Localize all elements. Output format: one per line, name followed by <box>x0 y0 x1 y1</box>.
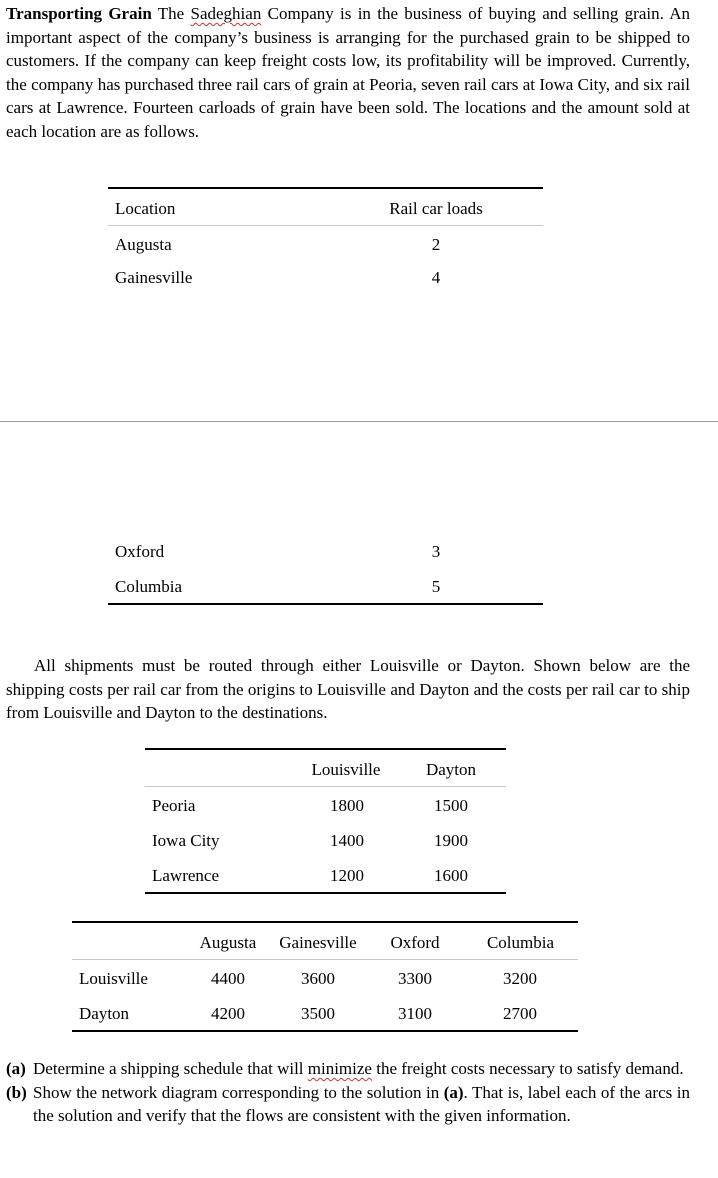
dest-header-gainesville: Gainesville <box>279 933 357 952</box>
origin-row-name: Iowa City <box>152 831 220 850</box>
demand-row-location: Oxford <box>115 542 165 561</box>
dest-row-name: Dayton <box>79 1004 130 1023</box>
intro-paragraph <box>6 2 690 144</box>
demand-row-location: Columbia <box>115 577 183 596</box>
question-a-text: Determine a shipping schedule that will <box>33 1059 308 1078</box>
intro-text: Company is in the business of buying and selling grain. An important aspect of the company’s business is arranging for the purchased grain to be shipped to customers. If the company can keep freight costs low, its profitability will be improved. Currently, the company has purchased three rail cars of grain at Peoria, seven rail cars at Iowa City, and six rail cars at Lawrence. Fourteen carloads of grain have been sold. The locations and the amount sold at each location are as follows. <box>6 4 690 141</box>
table-header-rule <box>145 786 506 787</box>
dest-cost-augusta: 4200 <box>211 1004 245 1023</box>
table-bottom-rule <box>108 603 543 605</box>
question-b-text: Show the network diagram corresponding to the solution in <box>33 1082 444 1102</box>
table-header-rule <box>72 959 578 960</box>
dest-cost-columbia: 2700 <box>503 1004 537 1023</box>
question-list <box>6 1057 690 1128</box>
table-top-rule <box>72 921 578 923</box>
origin-cost-dayton: 1600 <box>434 866 468 885</box>
question-b-ref: (a) <box>443 1082 464 1102</box>
origin-cost-louisville: 1200 <box>330 866 364 885</box>
question-a-keyword: minimize <box>307 1059 372 1078</box>
question-b-label: (b) <box>6 1082 27 1102</box>
origin-cost-dayton: 1500 <box>434 796 468 815</box>
origin-header-louisville: Louisville <box>311 760 381 779</box>
dest-header-augusta: Augusta <box>199 933 257 952</box>
dest-header-oxford: Oxford <box>390 933 440 952</box>
dest-cost-oxford: 3100 <box>398 1004 432 1023</box>
dest-cost-oxford: 3300 <box>398 969 432 988</box>
intro-text-before: The <box>151 4 191 23</box>
table-top-rule <box>145 748 506 750</box>
question-a-text-end: the freight costs necessary to satisfy demand. <box>371 1059 684 1078</box>
demand-row-location: Augusta <box>115 235 172 254</box>
question-a <box>6 1057 690 1081</box>
origin-row-name: Peoria <box>152 796 196 815</box>
demand-header-location: Location <box>115 199 176 218</box>
table-bottom-rule <box>145 892 506 894</box>
company-name: Sadeghian <box>190 4 262 23</box>
demand-row-location: Gainesville <box>115 268 193 287</box>
origin-cost-louisville: 1400 <box>330 831 364 850</box>
origin-row-name: Lawrence <box>152 866 220 885</box>
dest-row-name: Louisville <box>79 969 148 988</box>
question-a-label: (a) <box>6 1059 26 1078</box>
demand-row-loads: 3 <box>431 542 441 561</box>
page-break-line <box>0 421 718 422</box>
problem-title: Transporting Grain <box>6 4 152 23</box>
dest-cost-gainesville: 3500 <box>301 1004 335 1023</box>
question-b-text-end: . That is, label each of the arcs in the solution and verify that the flows are consistent with the given information. <box>33 1082 690 1126</box>
demand-row-loads: 5 <box>431 577 441 596</box>
demand-row-loads: 4 <box>431 268 441 287</box>
dest-cost-augusta: 4400 <box>211 969 245 988</box>
origin-cost-louisville: 1800 <box>330 796 364 815</box>
dest-header-columbia: Columbia <box>486 933 555 952</box>
question-b <box>6 1081 690 1128</box>
origin-cost-dayton: 1900 <box>434 831 468 850</box>
routing-paragraph: All shipments must be routed through either Louisville or Dayton. Shown below are the shipping costs per rail car from the origins to Louisville and Dayton and the costs per rail car to ship from Louisville and Dayton to the destinations. <box>6 656 690 723</box>
origin-header-dayton: Dayton <box>425 760 477 779</box>
table-top-rule <box>108 187 543 189</box>
demand-row-loads: 2 <box>431 235 441 254</box>
dest-cost-gainesville: 3600 <box>301 969 335 988</box>
dest-cost-columbia: 3200 <box>503 969 537 988</box>
table-bottom-rule <box>72 1030 578 1032</box>
table-header-rule <box>108 225 543 226</box>
demand-header-loads: Rail car loads <box>389 199 483 218</box>
